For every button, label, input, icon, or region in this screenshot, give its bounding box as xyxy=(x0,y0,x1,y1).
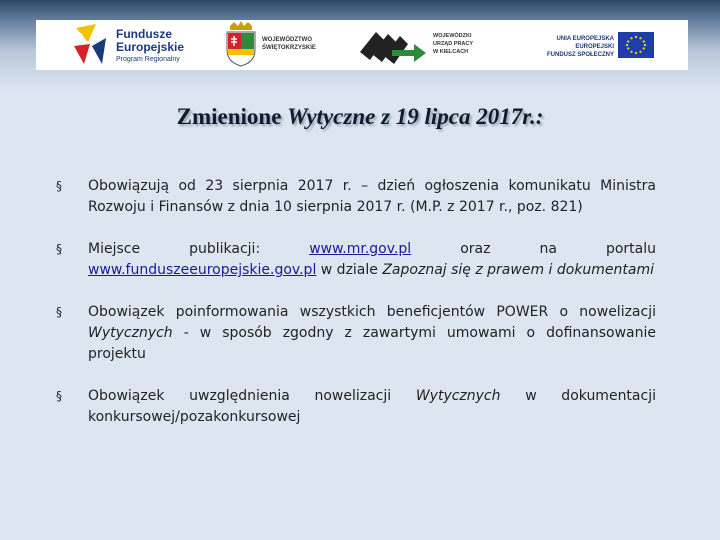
eu-text xyxy=(514,35,614,59)
bullet-text-prefix: Obowiązek uwzględnienia nowelizacji xyxy=(88,388,416,404)
wup-kielce-logo xyxy=(358,20,493,70)
bullet-text-suffix: w dokumentacji konkursowej/pozakonkursowej xyxy=(88,388,656,425)
wojewodztwo-swietokrzyskie-logo xyxy=(224,20,334,70)
unia-europejska-line: UNIA EUROPEJSKA xyxy=(556,36,614,42)
coat-of-arms-icon xyxy=(224,20,258,70)
bullet-item xyxy=(56,302,656,365)
section-name: Zapoznaj się z prawem i dokumentami xyxy=(382,262,655,278)
wup-arrows-icon xyxy=(358,20,428,70)
wup-line2: URZĄD PRACY xyxy=(433,41,474,47)
wytycznych-italic: Wytycznych xyxy=(415,388,501,404)
bullet-marker: § xyxy=(56,305,62,319)
bullet-marker: § xyxy=(56,242,62,256)
bullet-text-mid: oraz na portalu xyxy=(411,241,656,257)
title-italic: Wytyczne z 19 lipca 2017r.: xyxy=(287,104,544,129)
eu-logo xyxy=(514,20,654,70)
europejskie-line: Europejskie xyxy=(116,40,185,54)
bullet-text: Obowiązują od 23 sierpnia 2017 r. – dzień ogłoszenia komunikatu Ministra Rozwoju i Finansów z dnia 10 sierpnia 2017 r. (M.P. z 2017 r., poz. 821) xyxy=(88,178,656,215)
bullet-item xyxy=(56,386,656,428)
eu-flag-icon xyxy=(618,32,654,58)
bullet-list xyxy=(56,176,656,449)
bullet-marker: § xyxy=(56,389,62,403)
title-regular: Zmienione xyxy=(176,104,288,129)
bullet-item xyxy=(56,176,656,218)
wojewodztwo-line: WOJEWÓDZTWO xyxy=(262,37,312,43)
bullet-text xyxy=(88,302,656,365)
wytycznych-italic: Wytycznych xyxy=(88,325,173,341)
wojewodztwo-text xyxy=(262,36,316,52)
swietokrzyskie-line: ŚWIĘTOKRZYSKIE xyxy=(262,45,316,51)
bullet-marker: § xyxy=(56,179,62,193)
europejski-line: EUROPEJSKI xyxy=(575,44,614,50)
bullet-item xyxy=(56,239,656,281)
fundusze-europejskie-text xyxy=(116,28,184,63)
fundusze-europejskie-emblem-icon xyxy=(66,20,112,70)
program-regionalny-line: Program Regionalny xyxy=(116,56,180,63)
funduszeeuropejskie-link[interactable]: www.funduszeeuropejskie.gov.pl xyxy=(88,262,317,278)
logo-bar xyxy=(36,20,688,70)
bullet-text-prefix: Obowiązek poinformowania wszystkich beneficjentów POWER o nowelizacji xyxy=(88,304,656,320)
bullet-text xyxy=(88,386,656,428)
bullet-text-mid2: w dziale xyxy=(316,262,383,278)
slide-title xyxy=(0,104,720,130)
bullet-text-suffix: - w sposób zgodny z zawartymi umowami o dofinansowanie projektu xyxy=(88,325,656,362)
mr-gov-link[interactable]: www.mr.gov.pl xyxy=(309,241,412,257)
fundusze-europejskie-logo xyxy=(66,20,196,70)
wup-line3: W KIELCACH xyxy=(433,49,469,55)
wup-text xyxy=(433,32,473,56)
fundusze-line: Fundusze xyxy=(116,27,172,41)
wup-line1: WOJEWÓDZKI xyxy=(433,33,472,39)
bullet-text xyxy=(88,239,656,281)
fundusz-spoleczny-line: FUNDUSZ SPOŁECZNY xyxy=(546,52,614,58)
bullet-text-prefix: Miejsce publikacji: xyxy=(88,241,310,257)
